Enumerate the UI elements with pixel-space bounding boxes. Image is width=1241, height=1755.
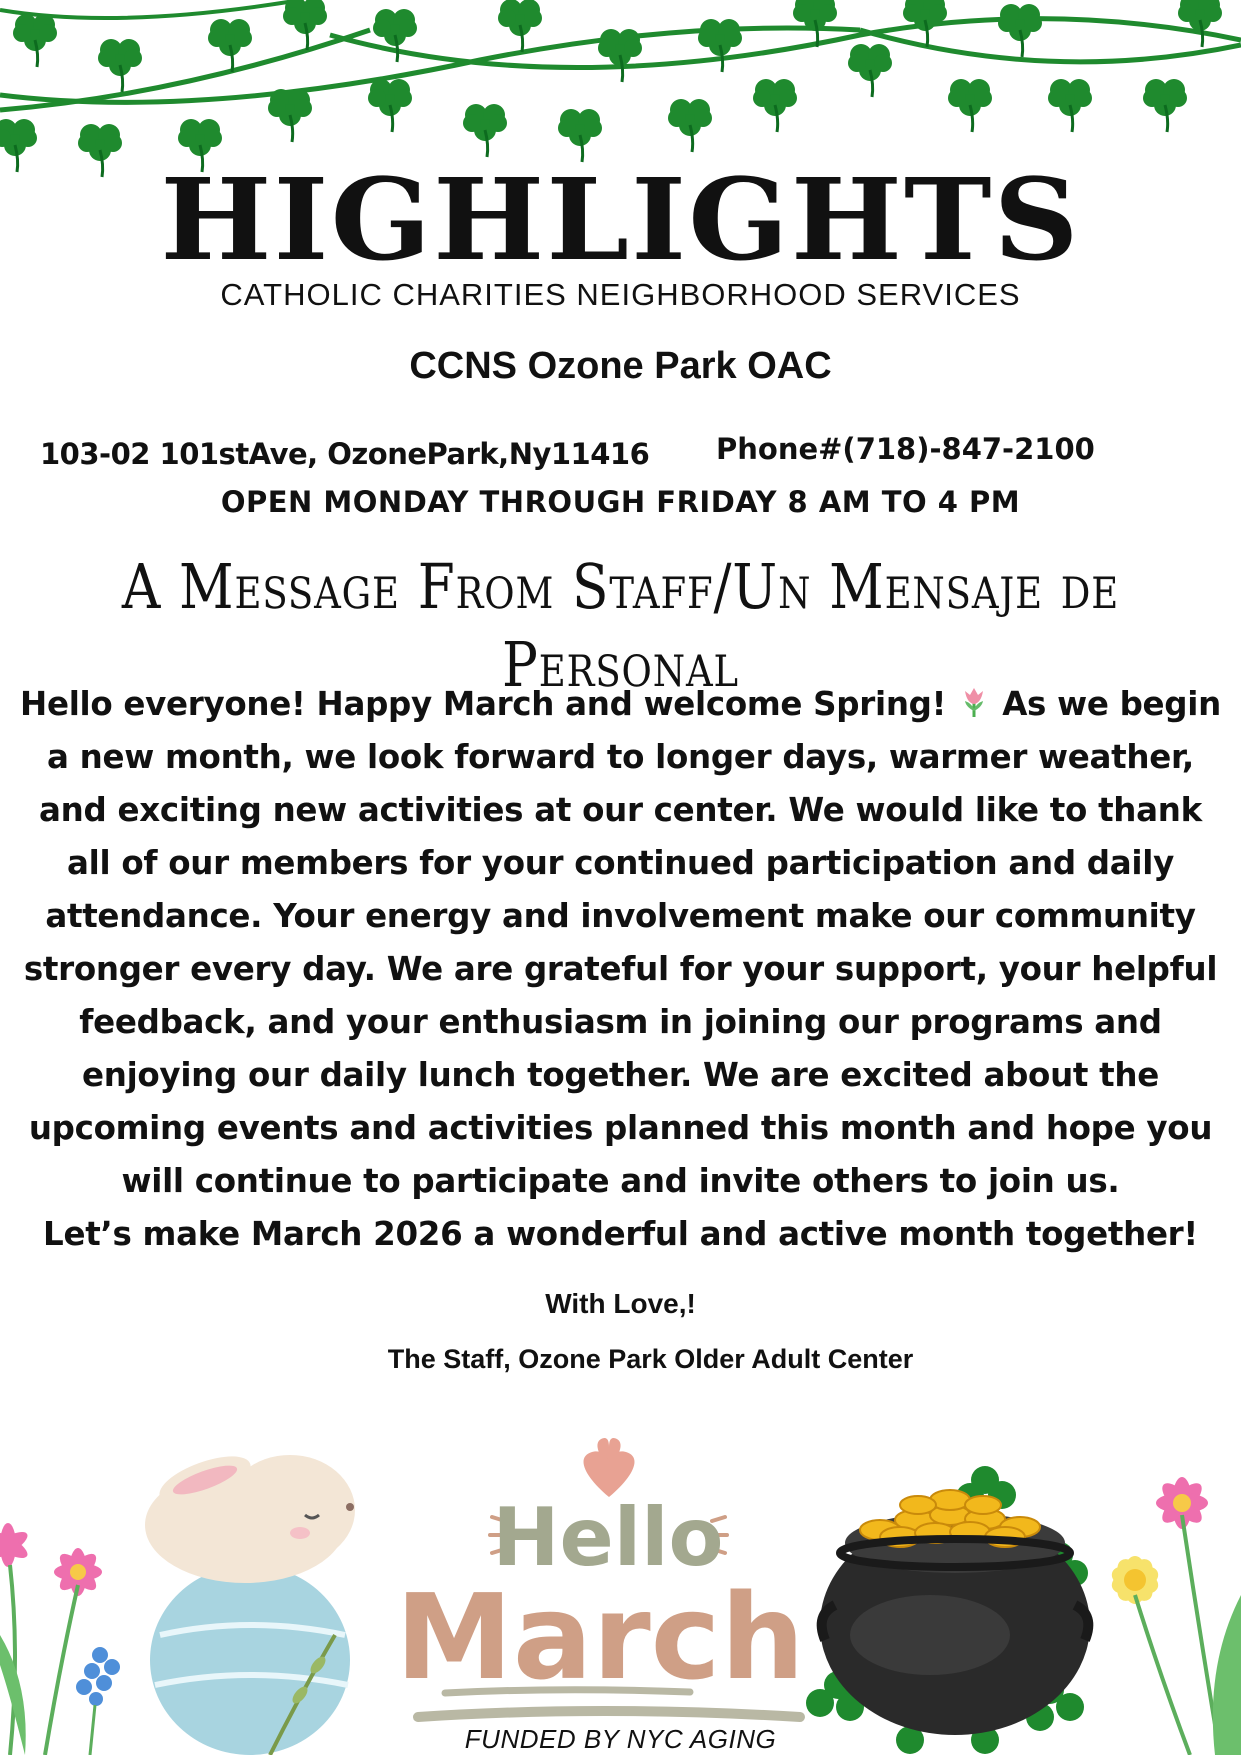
pink-flower-icon [0,1523,102,1755]
center-name: CCNS Ozone Park OAC [409,345,832,387]
tulip-icon [957,685,991,719]
pot-of-gold-icon [806,1466,1090,1754]
hello-art-text: Hello [492,1491,724,1584]
march-art-text: March [395,1568,805,1706]
page-title: HIGHLIGHTS [160,155,1081,286]
opening-hours: OPEN MONDAY THROUGH FRIDAY 8 AM TO 4 PM [220,485,1021,519]
sign-off: With Love,! [545,1288,696,1319]
hello-march-lettering [395,1438,804,1717]
footer-illustration [0,1435,1241,1755]
pink-flower-right-icon [1135,1477,1241,1755]
address: 103-02 101stAve, OzonePark,Ny11416 [40,437,650,471]
organization-name: CATHOLIC CHARITIES NEIGHBORHOOD SERVICES [220,277,1021,312]
message-heading: A Message From Staff/Un Mensaje de Personal [121,550,1120,701]
phone-number: Phone#(718)-847-2100 [716,432,1095,466]
funded-by: FUNDED BY NYC AGING [464,1724,777,1754]
signature: The Staff, Ozone Park Older Adult Center [387,1344,914,1374]
message-greeting: Hello everyone! Happy March and welcome Spring! [20,685,947,723]
bunny-on-egg-icon [145,1447,355,1755]
message-text: As we begin a new month, we look forward to longer days, warmer weather, and exciting new activities at our center. We would like to thank all of our members for your continued participation and daily attendance. Your energy and involvement make our community stronger every day. We are grateful for your support, your helpful feedback, and your enthusiasm in joining our programs and enjoying our daily lunch together. We are excited about the upcoming events and activities planned this month and hope you will continue to participate and invite others to join us. [23,685,1221,1200]
message-closing-line: Let’s make March 2026 a wonderful and active month together! [43,1215,1198,1253]
message-body [14,678,1227,1261]
